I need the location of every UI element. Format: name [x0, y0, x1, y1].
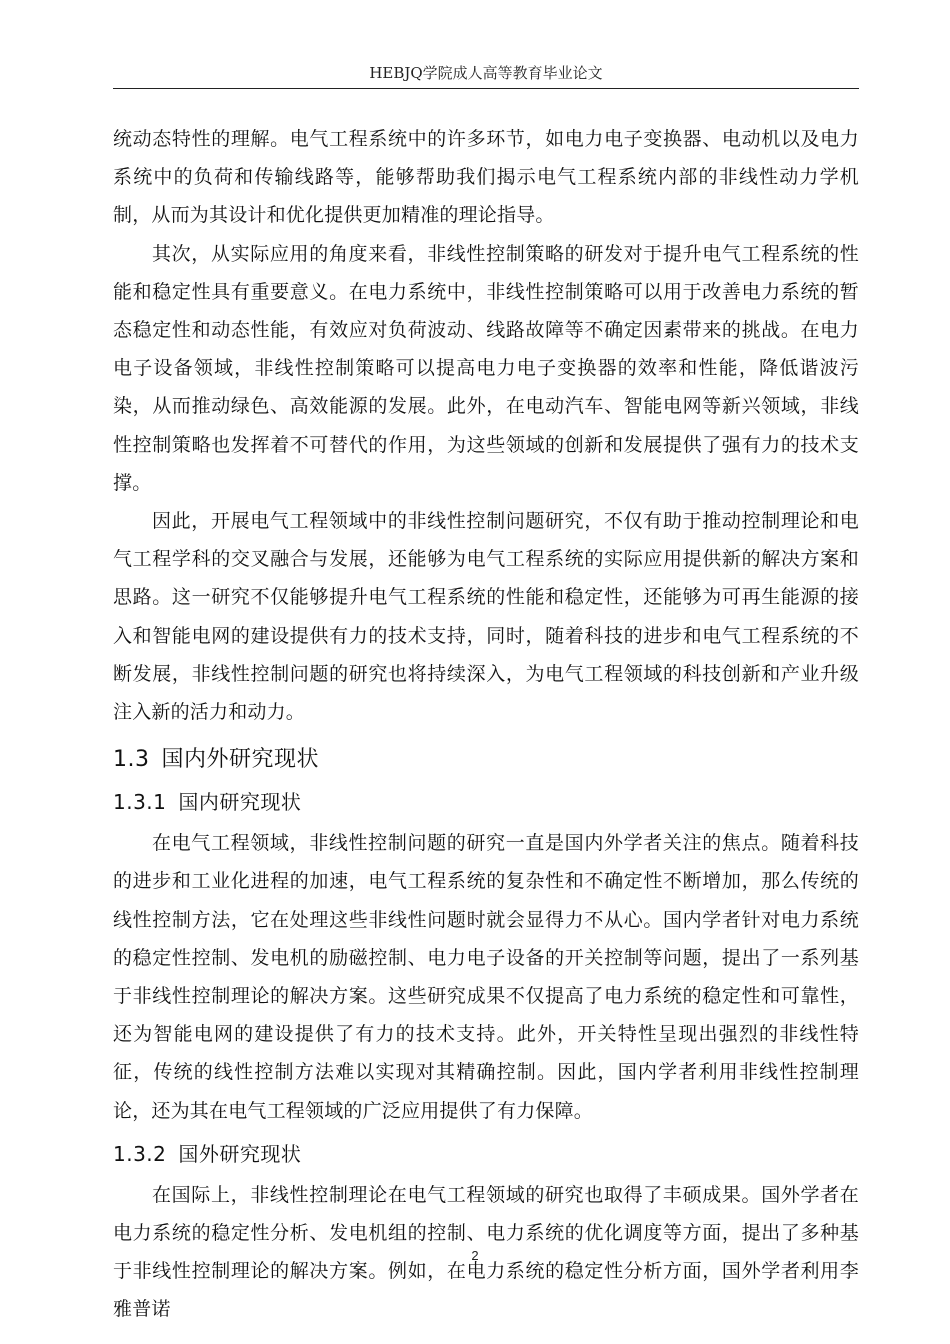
running-header: HEBJQ学院成人高等教育毕业论文: [369, 64, 603, 82]
body-paragraph: 其次，从实际应用的角度来看，非线性控制策略的研发对于提升电气工程系统的性能和稳定性具有重要意义。在电力系统中，非线性控制策略可以用于改善电力系统的暂态稳定性和动态性能，有效应对负荷波动、线路故障等不确定因素带来的挑战。在电力电子设备领域，非线性控制策略可以提高电力电子变换器的效率和性能，降低谐波污染，从而推动绿色、高效能源的发展。此外，在电动汽车、智能电网等新兴领域，非线性控制策略也发挥着不可替代的作用，为这些领域的创新和发展提供了强有力的技术支撑。: [113, 242, 859, 494]
page-number: 2: [471, 1248, 479, 1263]
subsection-heading: [113, 784, 859, 820]
subsection-title: 国外研究现状: [178, 1141, 302, 1166]
section-title: 国内外研究现状: [161, 747, 320, 773]
subsection-number: 1.3.2: [113, 1141, 167, 1166]
body-paragraph: 在国际上，非线性控制理论在电气工程领域的研究也取得了丰硕成果。国外学者在电力系统的稳定性分析、发电机组的控制、电力系统的优化调度等方面，提出了多种基于非线性控制理论的解决方案。例如，在电力系统的稳定性分析方面，国外学者利用李雅普诺: [113, 1183, 859, 1321]
section-heading: [113, 742, 859, 778]
header-rule: [113, 88, 859, 89]
body-paragraph: 因此，开展电气工程领域中的非线性控制问题研究，不仅有助于推动控制理论和电气工程学科的交叉融合与发展，还能够为电气工程系统的实际应用提供新的解决方案和思路。这一研究不仅能够提升电气工程系统的性能和稳定性，还能够为可再生能源的接入和智能电网的建设提供有力的技术支持，同时，随着科技的进步和电气工程系统的不断发展，非线性控制问题的研究也将持续深入，为电气工程领域的科技创新和产业升级注入新的活力和动力。: [113, 510, 859, 724]
subsection-heading: [113, 1136, 859, 1172]
body-paragraph-continued: 统动态特性的理解。电气工程系统中的许多环节，如电力电子变换器、电动机以及电力系统中的负荷和传输线路等，能够帮助我们揭示电气工程系统内部的非线性动力学机制，从而为其设计和优化提供更加精准的理论指导。: [113, 128, 859, 227]
subsection-number: 1.3.1: [113, 790, 167, 815]
page-body: [113, 120, 859, 1329]
subsection-title: 国内研究现状: [178, 790, 302, 815]
section-number: 1.3: [113, 747, 150, 773]
body-paragraph: 在电气工程领域，非线性控制问题的研究一直是国内外学者关注的焦点。随着科技的进步和工业化进程的加速，电气工程系统的复杂性和不确定性不断增加，那么传统的线性控制方法，它在处理这些非线性问题时就会显得力不从心。国内学者针对电力系统的稳定性控制、发电机的励磁控制、电力电子设备的开关控制等问题，提出了一系列基于非线性控制理论的解决方案。这些研究成果不仅提高了电力系统的稳定性和可靠性，还为智能电网的建设提供了有力的技术支持。此外，开关特性呈现出强烈的非线性特征，传统的线性控制方法难以实现对其精确控制。因此，国内学者利用非线性控制理论，还为其在电气工程领域的广泛应用提供了有力保障。: [113, 832, 859, 1122]
